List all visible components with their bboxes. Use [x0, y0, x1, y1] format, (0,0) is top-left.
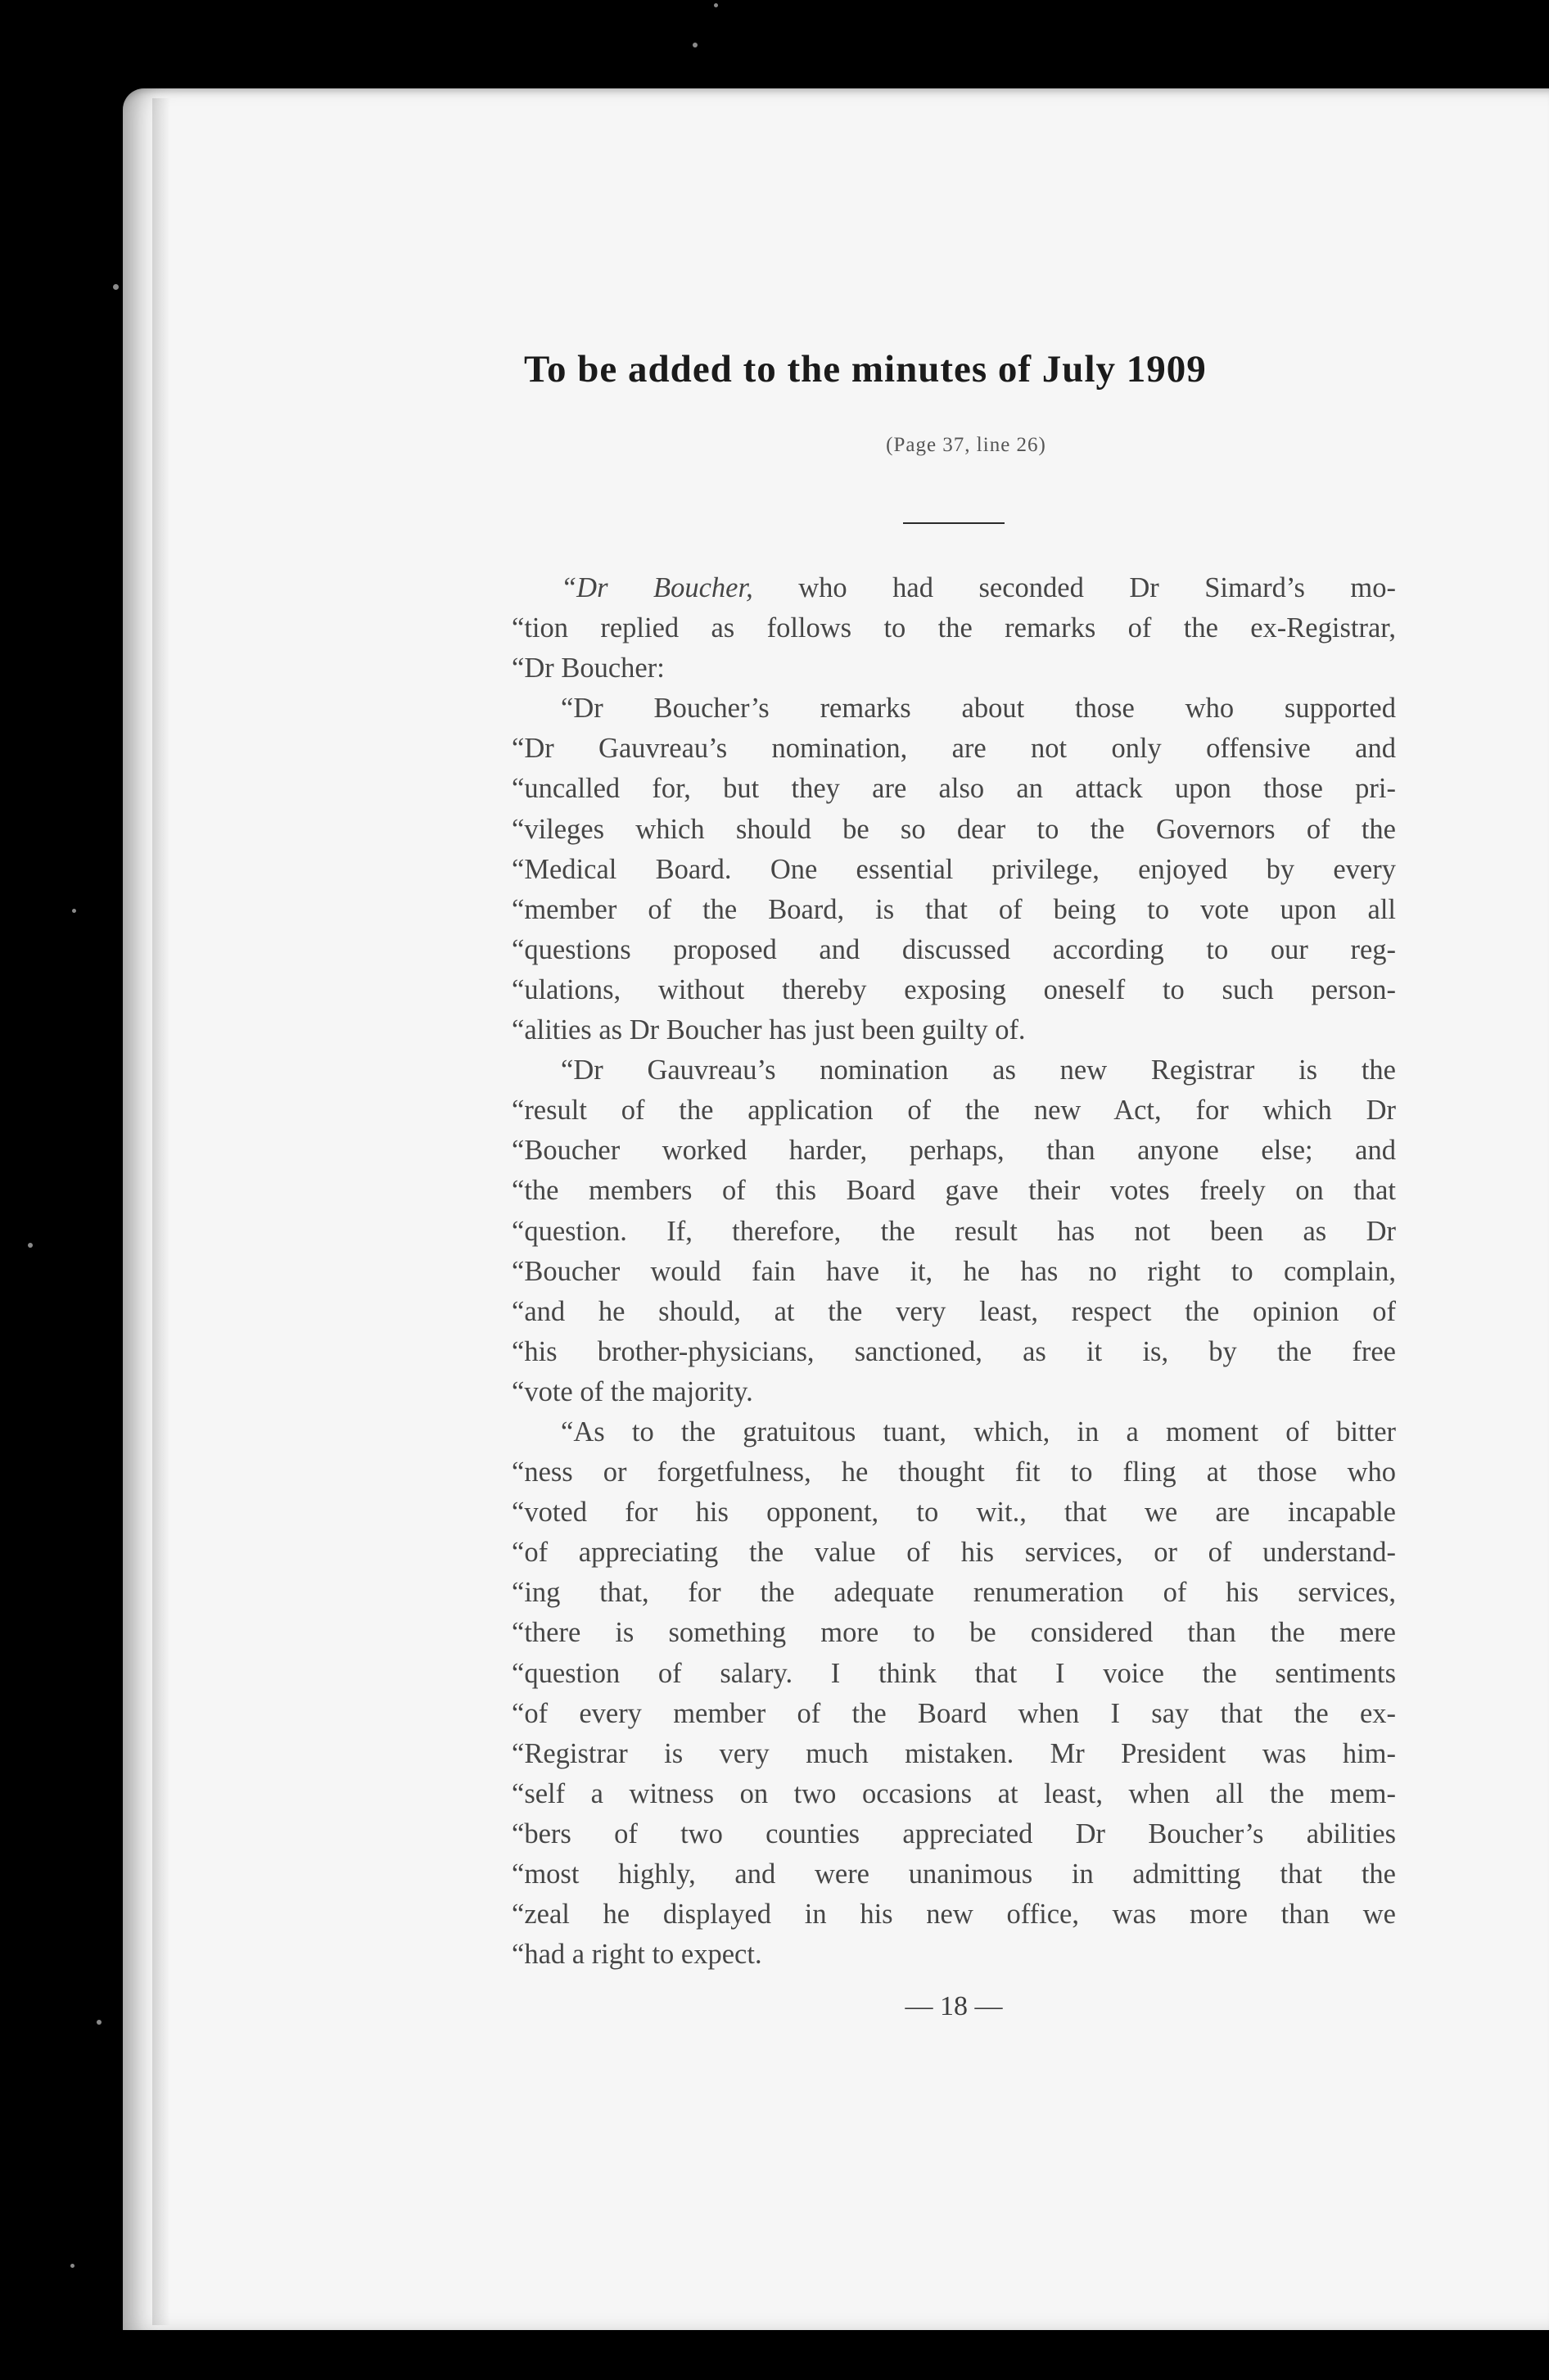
text-line: “there is something more to be considered than the mere — [512, 1617, 1396, 1649]
text-line-rest: who had seconded Dr Simard’s mo- — [798, 572, 1396, 603]
text-line: “voted for his opponent, to wit., that we are incapable — [512, 1497, 1396, 1529]
text-line: “Boucher would fain have it, he has no right to complain, — [512, 1255, 1396, 1287]
text-line: “ulations, without thereby exposing oneself to such person- — [512, 973, 1396, 1005]
body-paragraph — [512, 1412, 1396, 1975]
dust-speck — [28, 1243, 33, 1248]
text-line: “vileges which should be so dear to the Governors of the — [512, 813, 1396, 845]
page-number: — 18 — — [905, 1991, 1003, 2021]
text-line: “member of the Board, is that of being to vote upon all — [512, 893, 1396, 925]
text-line: “Dr Gauvreau’s nomination, are not only offensive and — [512, 733, 1396, 765]
text-line: “question. If, therefore, the result has not been as Dr — [512, 1215, 1396, 1247]
document-heading: To be added to the minutes of July 1909 — [524, 348, 1207, 391]
page-edge-shadow — [152, 98, 170, 2325]
dust-speck — [97, 2020, 102, 2025]
body-paragraph — [512, 568, 1396, 689]
text-line: “Dr Boucher: — [512, 653, 665, 684]
body-paragraph — [512, 689, 1396, 1050]
text-line: “As to the gratuitous tuant, which, in a moment of bitter — [561, 1416, 1396, 1447]
speaker-name: “Dr Boucher, — [561, 572, 753, 603]
section-divider — [903, 522, 1005, 524]
text-line: “alities as Dr Boucher has just been guilty of. — [512, 1014, 1026, 1046]
text-line: “his brother-physicians, sanctioned, as it is, by the free — [512, 1335, 1396, 1367]
text-line: “Dr Gauvreau’s nomination as new Registrar is the — [561, 1055, 1396, 1086]
dust-speck — [70, 2264, 75, 2268]
text-line: “Medical Board. One essential privilege, enjoyed by every — [512, 853, 1396, 885]
text-line: “of every member of the Board when I say that the ex- — [512, 1697, 1396, 1729]
text-line: “question of salary. I think that I voice the sentiments — [512, 1657, 1396, 1689]
text-line: “uncalled for, but they are also an attack upon those pri- — [512, 773, 1396, 805]
body-paragraph — [512, 1050, 1396, 1412]
text-line: “ness or forgetfulness, he thought fit to fling at those who — [512, 1456, 1396, 1488]
text-line: “ing that, for the adequate renumeration of his services, — [512, 1577, 1396, 1609]
document-body — [512, 568, 1396, 1975]
text-line: “the members of this Board gave their votes freely on that — [512, 1175, 1396, 1207]
text-line: “questions proposed and discussed according to our reg- — [512, 933, 1396, 965]
text-line: “zeal he displayed in his new office, was more than we — [512, 1899, 1396, 1931]
text-line: “and he should, at the very least, respect the opinion of — [512, 1295, 1396, 1327]
text-line: “Dr Boucher’s remarks about those who supported — [561, 693, 1396, 725]
text-line: “bers of two counties appreciated Dr Boucher’s abilities — [512, 1818, 1396, 1849]
dust-speck — [72, 909, 76, 913]
text-line: “result of the application of the new Act, for which Dr — [512, 1095, 1396, 1127]
text-line: “of appreciating the value of his services, or of understand- — [512, 1537, 1396, 1569]
dust-speck — [714, 3, 718, 7]
text-line: “self a witness on two occasions at least, when all the mem- — [512, 1777, 1396, 1809]
text-line: “Registrar is very much mistaken. Mr President was him- — [512, 1737, 1396, 1769]
text-line: “had a right to expect. — [512, 1939, 762, 1971]
text-line: “most highly, and were unanimous in admitting that the — [512, 1858, 1396, 1890]
dust-speck — [693, 43, 698, 47]
dust-speck — [113, 284, 119, 290]
text-line: “Boucher worked harder, perhaps, than anyone else; and — [512, 1135, 1396, 1167]
page-reference: (Page 37, line 26) — [886, 434, 1046, 456]
text-line — [512, 568, 1396, 608]
text-line: “tion replied as follows to the remarks of the ex-Registrar, — [512, 612, 1396, 644]
text-line: “vote of the majority. — [512, 1375, 753, 1407]
